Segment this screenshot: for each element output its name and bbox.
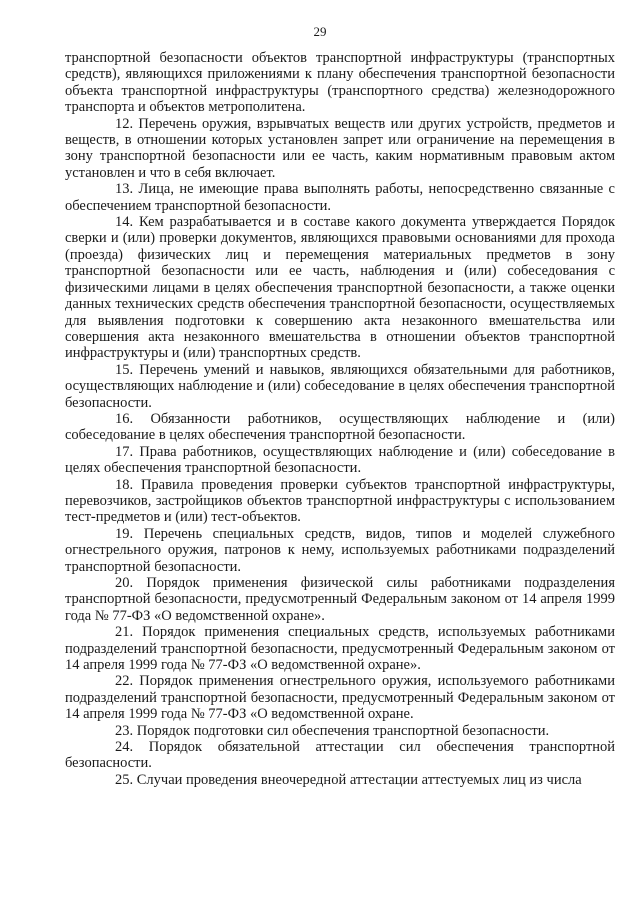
paragraph: 16. Обязанности работников, осуществляющих наблюдение и (или) собеседование в целях обеспечения транспортной безопасности. (65, 410, 615, 444)
paragraph: 19. Перечень специальных средств, видов, типов и моделей служебного огнестрельного оружия, патронов к нему, используемых работниками подразделений транспортной безопасности. (65, 525, 615, 575)
paragraph: 14. Кем разрабатывается и в составе какого документа утверждается Порядок сверки и (или) проверки документов, являющихся правовыми основаниями для прохода (проезда) физических лиц и перемещения материальных предметов в зону транспортной безопасности или ее часть, наблюдения и (или) собеседования с физическими лицами в целях обеспечения транспортной безопасности, а также оценки данных технических средств обеспечения транспортной безопасности, осуществляемых для выявления подготовки к совершению акта незаконного вмешательства или совершения акта незаконного вмешательства в отношении объектов транспортной инфраструктуры и (или) транспортных средств. (65, 214, 615, 362)
paragraph: 17. Права работников, осуществляющих наблюдение и (или) собеседование в целях обеспечения транспортной безопасности. (65, 443, 615, 477)
page-number: 29 (313, 24, 327, 39)
document-body (65, 50, 615, 788)
paragraph: 24. Порядок обязательной аттестации сил обеспечения транспортной безопасности. (65, 739, 615, 772)
paragraph: 21. Порядок применения специальных средств, используемых работниками подразделений транспортной безопасности, предусмотренный Федеральным законом от 14 апреля 1999 года № 77-ФЗ «О ведомственной охране». (65, 624, 615, 674)
paragraph: 13. Лица, не имеющие права выполнять работы, непосредственно связанные с обеспечением транспортной безопасности. (65, 181, 615, 214)
paragraph: 25. Случаи проведения внеочередной аттестации аттестуемых лиц из числа (115, 771, 582, 788)
paragraph: 20. Порядок применения физической силы работниками подразделения транспортной безопасности, предусмотренный Федеральным законом от 14 апреля 1999 года № 77-ФЗ «О ведомственной охране». (65, 575, 615, 624)
paragraph: 15. Перечень умений и навыков, являющихся обязательными для работников, осуществляющих наблюдение и (или) собеседование в целях обеспечения транспортной безопасности. (65, 361, 615, 411)
paragraph: 18. Правила проведения проверки субъектов транспортной инфраструктуры, перевозчиков, застройщиков объектов транспортной инфраструктуры с использованием тест-предметов и (или) тест-объектов. (65, 476, 615, 526)
paragraph: транспортной безопасности объектов транспортной инфраструктуры (транспортных средств), являющихся приложениями к плану обеспечения транспортной безопасности объекта транспортной инфраструктуры (транспортного средства) железнодорожного транспорта и объектов метрополитена. (65, 50, 615, 116)
paragraph: 12. Перечень оружия, взрывчатых веществ или других устройств, предметов и веществ, в отношении которых установлен запрет или ограничение на перемещения в зону транспортной безопасности или ее часть, каким нормативным правовым актом установлен и что в себя включает. (65, 115, 615, 181)
paragraph: 22. Порядок применения огнестрельного оружия, используемого работниками подразделений транспортной безопасности, предусмотренный Федеральным законом от 14 апреля 1999 года № 77-ФЗ «О ведомственной охране. (65, 673, 615, 723)
paragraph: 23. Порядок подготовки сил обеспечения транспортной безопасности. (115, 722, 550, 739)
